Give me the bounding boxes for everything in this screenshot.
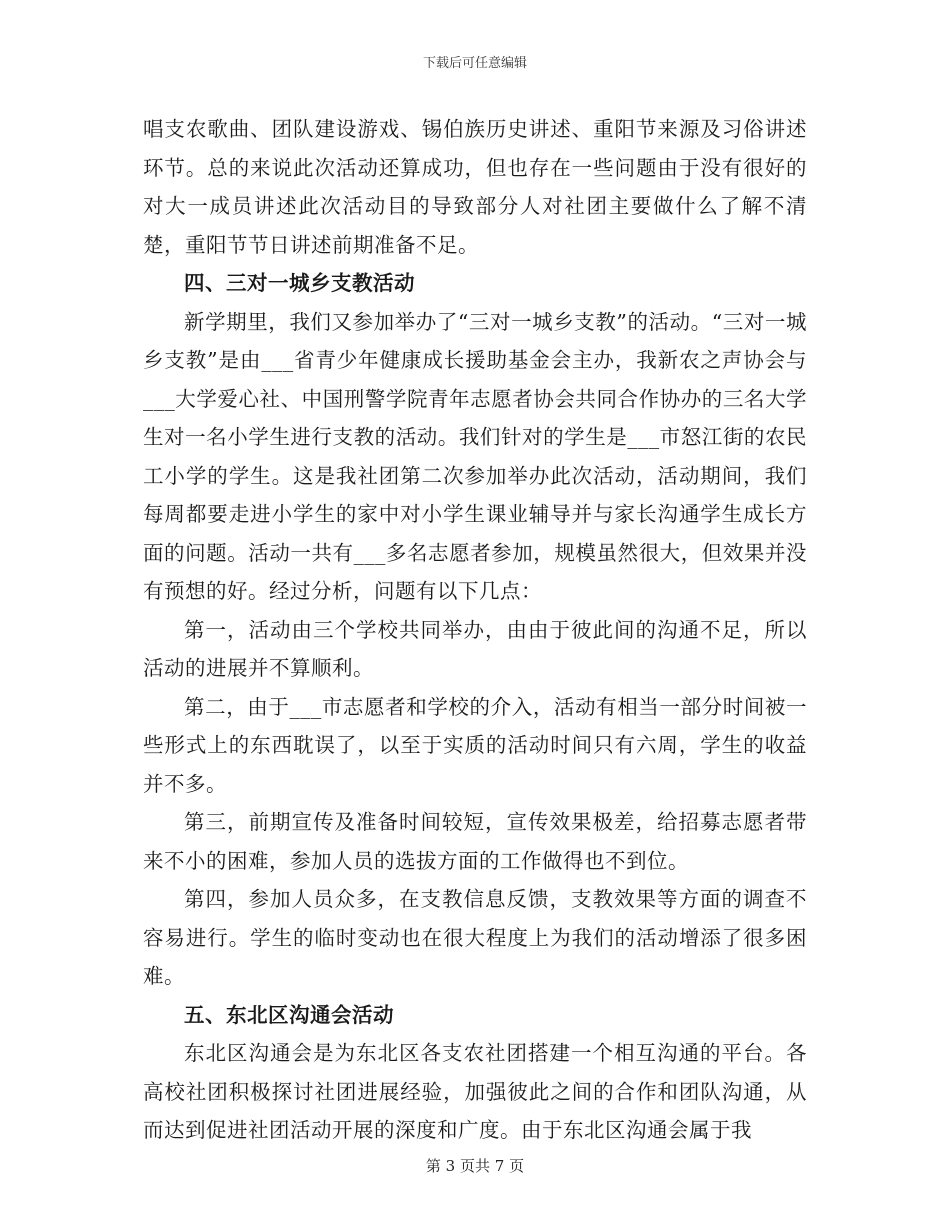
paragraph-4-4: 第三，前期宣传及准备时间较短，宣传效果极差，给招募志愿者带来不小的困难，参加人员的选拔方面的工作做得也不到位。 [143, 810, 807, 873]
section-heading-5: 五、东北区沟通会活动 [184, 1002, 394, 1027]
paragraph-4-2: 第一，活动由三个学校共同举办，由由于彼此间的沟通不足，所以活动的进展并不算顺利。 [143, 617, 807, 680]
page-header: 下载后可任意编辑 [422, 56, 527, 71]
page-footer: 第 3 页共 7 页 [425, 1157, 525, 1175]
section-heading-4: 四、三对一城乡支教活动 [184, 271, 415, 295]
paragraph-4-1: 新学期里，我们又参加举办了“三对一城乡支教”的活动。“三对一城乡支教”是由___省青少年健康成长援助基金会主办，我新农之声协会与___大学爱心社、中国刑警学院青年志愿者协会共同合作协办的三名大学生对一名小学生进行支教的活动。我们针对的学生是___市怒江街的农民工小学的学生。这是我社团第二次参加举办此次活动，活动期间，我们每周都要走进小学生的家中对小学生课业辅导并与家长沟通学生成长方面的问题。活动一共有___多名志愿者参加，规模虽然很大，但效果并没有预想的好。经过分析，问题有以下几点： [143, 309, 807, 603]
document-body [143, 110, 807, 1150]
paragraph-4-5: 第四，参加人员众多，在支教信息反馈，支教效果等方面的调查不容易进行。学生的临时变动也在很大程度上为我们的活动增添了很多困难。 [143, 887, 807, 988]
paragraph-continued: 唱支农歌曲、团队建设游戏、锡伯族历史讲述、重阳节来源及习俗讲述环节。总的来说此次活动还算成功，但也存在一些问题由于没有很好的对大一成员讲述此次活动目的导致部分人对社团主要做什么了解不清楚，重阳节节日讲述前期准备不足。 [143, 117, 807, 257]
paragraph-5-1: 东北区沟通会是为东北区各支农社团搭建一个相互沟通的平台。各高校社团积极探讨社团进展经验，加强彼此之间的合作和团队沟通，从而达到促进社团活动开展的深度和广度。由于东北区沟通会属于我 [143, 1041, 807, 1142]
paragraph-4-3: 第二，由于___市志愿者和学校的介入，活动有相当一部分时间被一些形式上的东西耽误了，以至于实质的活动时间只有六周，学生的收益并不多。 [143, 694, 807, 796]
